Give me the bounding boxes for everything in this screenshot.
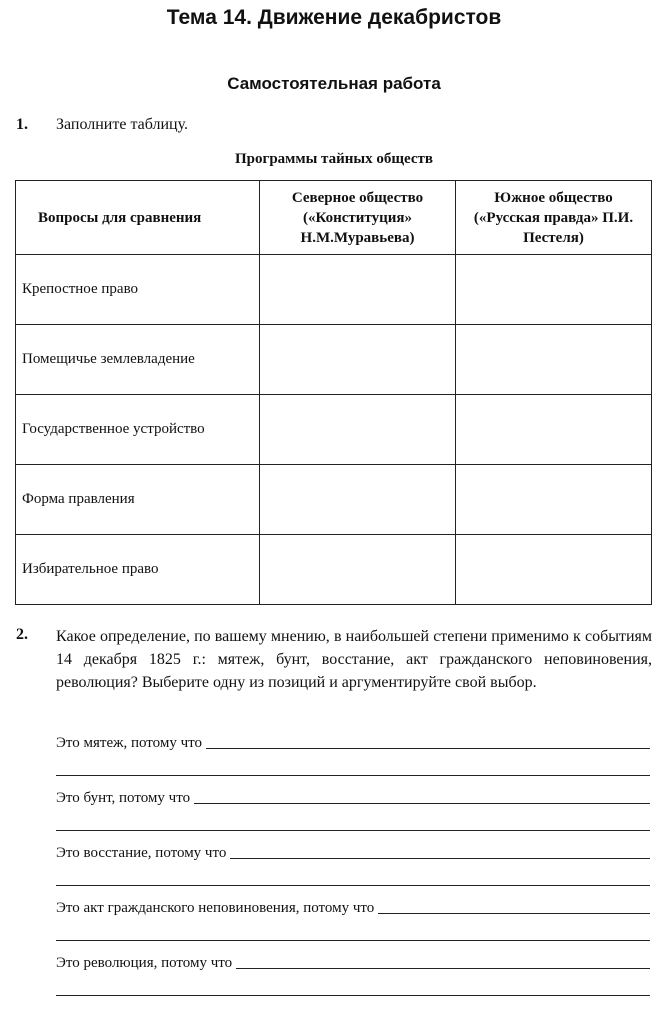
task1-instruction: Заполните таблицу. xyxy=(56,116,188,133)
task2-question: Какое определение, по вашему мнению, в наибольшей степени применимо к событиям 14 декабря 1825 г.: мятеж, бунт, восстание, акт гражданского неповиновения, революция? Выберите одну из позиций и аргументируйте свой выбор. xyxy=(56,628,652,691)
prompt-civil-disobedience: Это акт гражданского неповиновения, потому что xyxy=(56,900,375,916)
answer-blank-line[interactable] xyxy=(56,995,650,996)
answer-line-mutiny[interactable] xyxy=(56,732,650,752)
answer-cell-southern[interactable] xyxy=(456,535,652,605)
answer-cell-northern[interactable] xyxy=(260,255,456,325)
table-row xyxy=(16,395,652,465)
prompt-uprising: Это восстание, потому что xyxy=(56,845,227,861)
subtitle: Самостоятельная работа xyxy=(227,74,441,93)
task1-number: 1. xyxy=(16,116,28,133)
answer-cell-southern[interactable] xyxy=(456,395,652,465)
column-header-northern-society xyxy=(260,181,456,255)
answer-rule xyxy=(206,747,650,749)
row-label-land-ownership: Помещичье землевладение xyxy=(16,325,260,395)
answer-blank-line[interactable] xyxy=(56,830,650,831)
column-header-questions: Вопросы для сравнения xyxy=(16,181,260,255)
answer-cell-northern[interactable] xyxy=(260,325,456,395)
prompt-mutiny: Это мятеж, потому что xyxy=(56,735,203,751)
table-row xyxy=(16,325,652,395)
table-row xyxy=(16,255,652,325)
prompt-revolution: Это революция, потому что xyxy=(56,955,233,971)
table-header-row xyxy=(16,181,652,255)
answer-line-civil-disobedience[interactable] xyxy=(56,897,650,917)
southern-society-label: Южное общество («Русская правда» П.И. Пестеля) xyxy=(473,189,634,246)
answer-cell-southern[interactable] xyxy=(456,255,652,325)
answer-cell-northern[interactable] xyxy=(260,395,456,465)
northern-society-label: Северное общество («Конституция» Н.М.Муравьева) xyxy=(291,189,424,246)
row-label-suffrage: Избирательное право xyxy=(16,535,260,605)
comparison-table xyxy=(15,180,652,605)
row-label-state-structure: Государственное устройство xyxy=(16,395,260,465)
answer-blank-line[interactable] xyxy=(56,885,650,886)
answer-rule xyxy=(378,912,650,914)
answer-cell-southern[interactable] xyxy=(456,465,652,535)
answer-blank-line[interactable] xyxy=(56,940,650,941)
answer-line-riot[interactable] xyxy=(56,787,650,807)
answer-cell-northern[interactable] xyxy=(260,465,456,535)
table-row xyxy=(16,535,652,605)
column-header-southern-society xyxy=(456,181,652,255)
table-row xyxy=(16,465,652,535)
row-label-serfdom: Крепостное право xyxy=(16,255,260,325)
topic-title: Тема 14. Движение декабристов xyxy=(166,6,502,29)
answer-cell-southern[interactable] xyxy=(456,325,652,395)
answer-line-revolution[interactable] xyxy=(56,952,650,972)
answer-blank-line[interactable] xyxy=(56,775,650,776)
table-title: Программы тайных обществ xyxy=(235,151,433,167)
answer-rule xyxy=(230,857,650,859)
answer-line-uprising[interactable] xyxy=(56,842,650,862)
prompt-riot: Это бунт, потому что xyxy=(56,790,191,806)
answer-rule xyxy=(236,967,650,969)
answer-rule xyxy=(194,802,650,804)
row-label-form-of-government: Форма правления xyxy=(16,465,260,535)
answer-cell-northern[interactable] xyxy=(260,535,456,605)
task2-number: 2. xyxy=(16,626,28,643)
